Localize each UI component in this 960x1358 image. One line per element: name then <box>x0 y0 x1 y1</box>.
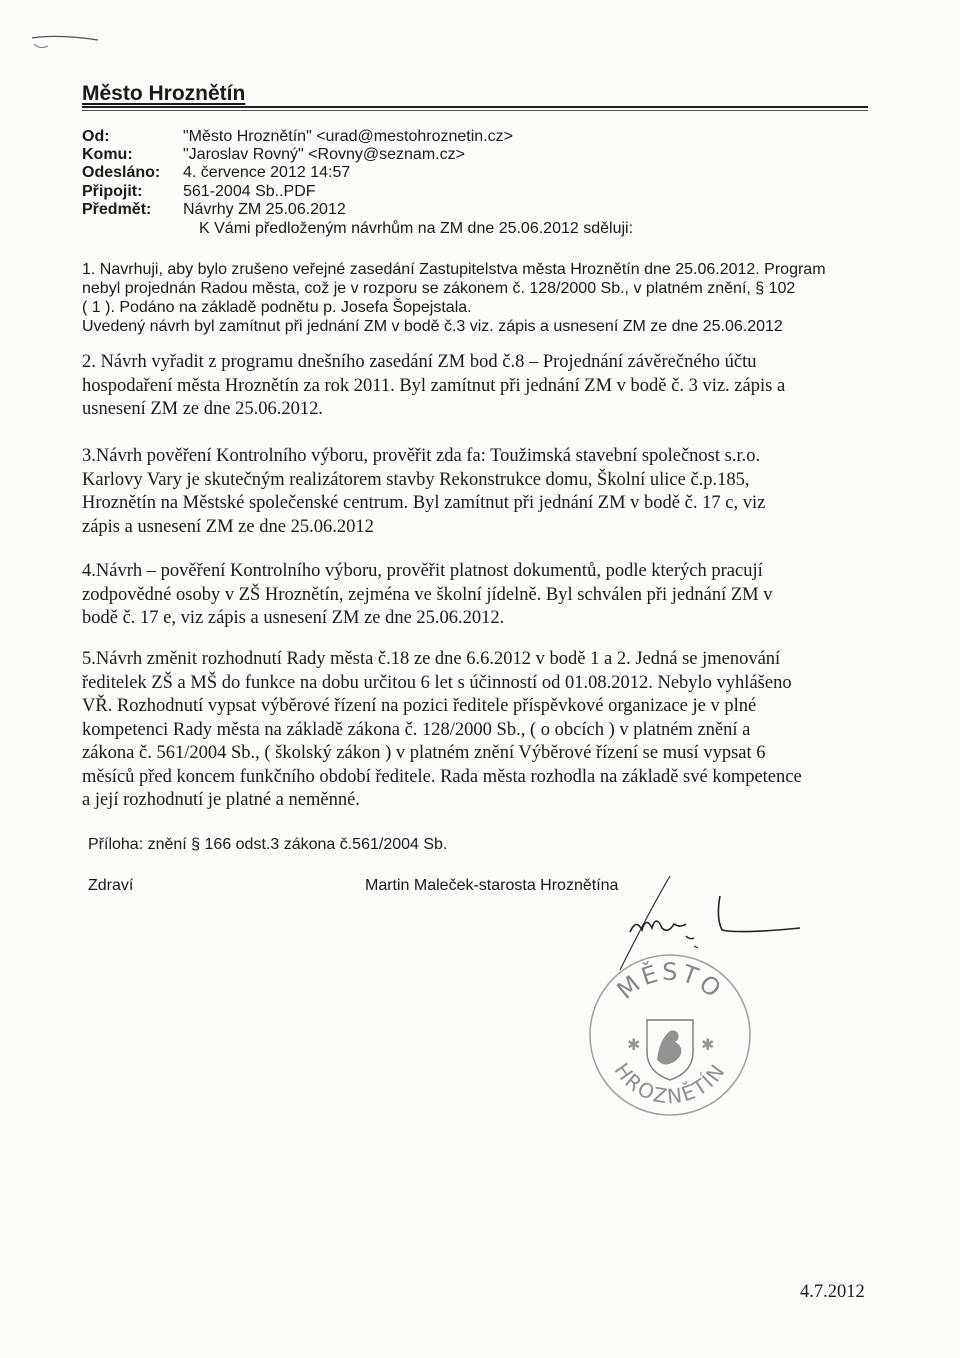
scan-artifact <box>28 28 118 58</box>
item-2-line: usnesení ZM ze dne 25.06.2012. <box>82 399 323 419</box>
svg-text:HROZNĚTÍN <box>610 1058 731 1108</box>
item-1-line: nebyl projednán Radou města, což je v rozporu se zákonem č. 128/2000 Sb., v platném znění, § 102 <box>82 280 796 297</box>
item-5-line: VŘ. Rozhodnutí vypsat výběrové řízení na pozici ředitele příspěvkové organizace je v plné <box>82 696 757 716</box>
item-4-line: 4.Návrh – pověření Kontrolního výboru, prověřit platnost dokumentů, podle kterých pracují <box>82 561 763 581</box>
item-2 <box>82 351 842 422</box>
item-1-line: 1. Navrhuji, aby bylo zrušeno veřejné zasedání Zastupitelstva města Hroznětín dne 25.06.2012. Program <box>82 261 826 278</box>
item-5-line: 5.Návrh změnit rozhodnutí Rady města č.18 ze dne 6.6.2012 v bodě 1 a 2. Jedná se jmenování <box>82 649 781 669</box>
to-label: Komu: <box>82 146 133 163</box>
subject-value: Návrhy ZM 25.06.2012 <box>183 201 346 218</box>
svg-text:✱: ✱ <box>627 1035 641 1054</box>
subject-label: Předmět: <box>82 201 152 218</box>
svg-text:✱: ✱ <box>701 1035 715 1054</box>
item-3 <box>82 445 842 539</box>
item-3-line: 3.Návrh pověření Kontrolního výboru, prověřit zda fa: Toužimská stavební společnost s.r.o. <box>82 446 761 466</box>
header-divider <box>82 106 868 108</box>
item-4-line: zodpovědné osoby v ZŠ Hroznětín, zejména ve školní jídelně. Byl schválen při jednání ZM v <box>82 584 773 605</box>
from-value: "Město Hroznětín" <urad@mestohroznetin.cz> <box>183 128 513 145</box>
intro-text: K Vámi předloženým návrhům na ZM dne 25.06.2012 sděluji: <box>199 220 634 237</box>
seal-text-top: MĚSTO <box>611 957 729 1005</box>
item-3-line: Hroznětín na Městské společenské centrum. Byl zamítnut při jednání ZM v bodě č. 17 c, viz <box>82 493 766 513</box>
item-5-line: kompetenci Rady města na základě zákona č. 128/2000 Sb., ( o obcích ) v platném znění a <box>82 719 751 740</box>
svg-text:MĚSTO <box>612 958 729 1005</box>
to-value: "Jaroslav Rovný" <Rovny@seznam.cz> <box>183 146 465 163</box>
item-5 <box>82 648 842 813</box>
item-5-line: měsíců před koncem funkčního období ředitele. Rada města rozhodla na základě své kompetence <box>82 766 802 787</box>
item-1-line: Uvedený návrh byl zamítnut při jednání ZM v bodě č.3 viz. zápis a usnesení ZM ze dne 25.06.2012 <box>82 318 783 335</box>
item-2-line: hospodaření města Hroznětín za rok 2011. Byl zamítnut při jednání ZM v bodě č. 3 viz. zápis a <box>82 375 786 396</box>
official-seal <box>585 950 755 1120</box>
item-5-line: ředitelek ZŠ a MŠ do funkce na dobu určitou 6 let s účinností od 01.08.2012. Nebylo vyhlášeno <box>82 672 792 693</box>
item-1 <box>82 260 862 336</box>
sent-value: 4. července 2012 14:57 <box>183 164 351 181</box>
from-label: Od: <box>82 128 110 145</box>
attachment-note: Příloha: znění § 166 odst.3 zákona č.561/2004 Sb. <box>88 836 448 853</box>
item-1-line: ( 1 ). Podáno na základě podnětu p. Josefa Šopejstala. <box>82 299 472 316</box>
item-5-line: a její rozhodnutí je platné a neměnné. <box>82 790 360 810</box>
seal-text-bottom: HROZNĚTÍN <box>609 1058 731 1109</box>
org-title: Město Hroznětín <box>82 82 246 105</box>
attachment-value: 561-2004 Sb..PDF <box>183 183 316 200</box>
item-5-line: zákona č. 561/2004 Sb., ( školský zákon ) v platném znění Výběrové řízení se musí vypsat 6 <box>82 743 766 763</box>
sent-label: Odesláno: <box>82 164 161 181</box>
attachment-label: Připojit: <box>82 183 143 200</box>
signer-name: Martin Maleček-starosta Hroznětína <box>365 877 619 894</box>
coat-of-arms-icon <box>647 1020 693 1080</box>
greeting: Zdraví <box>88 877 134 894</box>
item-2-line: 2. Návrh vyřadit z programu dnešního zasedání ZM bod č.8 – Projednání závěrečného účtu <box>82 352 757 372</box>
item-3-line: zápis a usnesení ZM ze dne 25.06.2012 <box>82 516 374 537</box>
document-date: 4.7.2012 <box>800 1282 865 1302</box>
item-4 <box>82 560 842 631</box>
item-3-line: Karlovy Vary je skutečným realizátorem stavby Rekonstrukce domu, Školní ulice č.p.185, <box>82 469 750 490</box>
header-divider-thin <box>82 110 868 111</box>
item-4-line: bodě č. 17 e, viz zápis a usnesení ZM ze dne 25.06.2012. <box>82 608 505 628</box>
